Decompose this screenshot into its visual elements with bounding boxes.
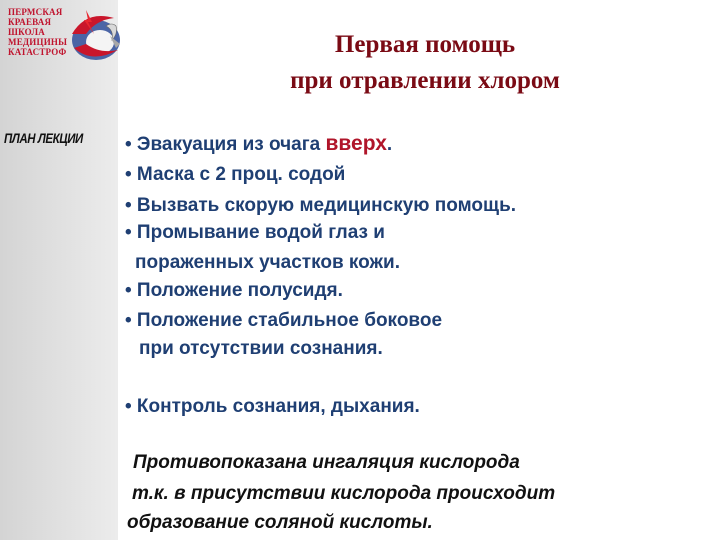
slide-title-line-2: при отравлении хлором <box>290 67 560 94</box>
contraindication-note-line-1: Противопоказана ингаляция кислорода <box>133 452 520 473</box>
bullet-text: • Эвакуация из очага <box>125 134 326 155</box>
logo-line: КРАЕВАЯ <box>8 17 52 27</box>
slide-title-line-1: Первая помощь <box>334 31 516 58</box>
list-item-continuation: при отсутствии сознания. <box>139 338 383 359</box>
list-item-continuation: пораженных участков кожи. <box>135 252 400 273</box>
list-item: • Положение полусидя. <box>125 280 343 301</box>
list-item: • Положение стабильное боковое <box>125 310 443 331</box>
contraindication-note-line-2: т.к. в присутствии кислорода происходит <box>132 483 556 504</box>
list-item: • Маска с 2 проц. содой <box>125 164 346 185</box>
school-logo <box>4 4 130 68</box>
list-item: • Промывание водой глаз и <box>125 222 385 243</box>
contraindication-note-line-3: образование соляной кислоты. <box>127 512 433 533</box>
logo-line: МЕДИЦИНЫ <box>8 37 68 47</box>
bullet-accent-word: вверх <box>325 132 387 155</box>
logo-line: ПЕРМСКАЯ <box>8 7 63 17</box>
logo-line: КАТАСТРОФ <box>8 47 67 57</box>
sidebar-panel <box>0 0 118 540</box>
bullet-tail: . <box>386 134 393 155</box>
list-item: • Вызвать скорую медицинскую помощь. <box>125 195 517 216</box>
list-item: • Контроль сознания, дыхания. <box>125 396 420 417</box>
lecture-plan-label: ПЛАН ЛЕКЦИИ <box>4 130 83 146</box>
logo-line: ШКОЛА <box>8 27 45 37</box>
list-item <box>125 132 392 156</box>
logo-emblem-icon <box>56 4 128 66</box>
